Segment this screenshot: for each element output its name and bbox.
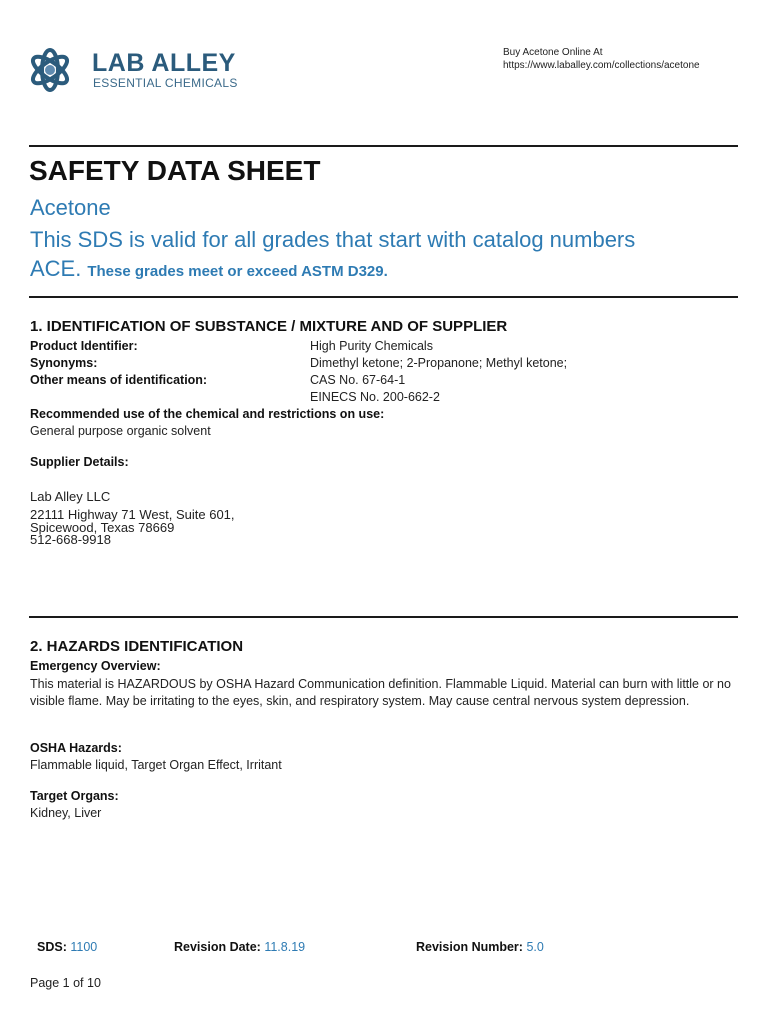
cas-number: CAS No. 67-64-1 bbox=[310, 373, 406, 387]
product-name: Acetone bbox=[30, 195, 111, 220]
sds-label: SDS: bbox=[37, 940, 67, 954]
supplier-phone: 512-668-9918 bbox=[30, 532, 111, 547]
synonyms-value: Dimethyl ketone; 2-Propanone; Methyl ketone; bbox=[310, 356, 568, 370]
emergency-overview-label: Emergency Overview: bbox=[30, 659, 161, 673]
buy-online-block bbox=[503, 46, 700, 72]
footer-revision-number bbox=[416, 940, 544, 954]
lab-alley-logo bbox=[28, 40, 258, 102]
supplier-address-line2: Spicewood, Texas 78669 bbox=[30, 520, 175, 535]
product-identifier-value: High Purity Chemicals bbox=[310, 339, 433, 353]
section1-heading: 1. IDENTIFICATION OF SUBSTANCE / MIXTURE AND OF SUPPLIER bbox=[30, 318, 508, 335]
divider bbox=[29, 145, 738, 147]
atom-icon bbox=[28, 40, 90, 102]
validity-statement bbox=[30, 225, 730, 286]
revision-number-label: Revision Number: bbox=[416, 940, 523, 954]
buy-online-link[interactable]: https://www.laballey.com/collections/acetone bbox=[503, 60, 700, 71]
brand-name: LAB ALLEY bbox=[92, 49, 236, 77]
brand-tagline: ESSENTIAL CHEMICALS bbox=[93, 76, 238, 90]
einecs-number: EINECS No. 200-662-2 bbox=[310, 390, 440, 404]
revision-date-value: 11.8.19 bbox=[264, 940, 306, 954]
other-means-label: Other means of identification: bbox=[30, 373, 208, 387]
divider bbox=[29, 616, 738, 618]
validity-note: These grades meet or exceed ASTM D329. bbox=[87, 263, 388, 280]
divider bbox=[29, 296, 738, 298]
recommended-use-value: General purpose organic solvent bbox=[30, 424, 211, 438]
osha-hazards-text: Flammable liquid, Target Organ Effect, Irritant bbox=[30, 758, 282, 772]
document-title: SAFETY DATA SHEET bbox=[29, 155, 321, 186]
supplier-details-label: Supplier Details: bbox=[30, 455, 129, 469]
revision-date-label: Revision Date: bbox=[174, 940, 261, 954]
product-identifier-label: Product Identifier: bbox=[30, 339, 138, 353]
footer-revision-date bbox=[174, 940, 305, 954]
synonyms-label: Synonyms: bbox=[30, 356, 98, 370]
recommended-use-label: Recommended use of the chemical and restrictions on use: bbox=[30, 407, 385, 421]
sds-value: 1100 bbox=[70, 940, 98, 954]
footer-sds bbox=[37, 940, 97, 954]
buy-online-label: Buy Acetone Online At bbox=[503, 47, 603, 58]
page-number: Page 1 of 10 bbox=[30, 976, 101, 990]
section2-heading: 2. HAZARDS IDENTIFICATION bbox=[30, 638, 244, 655]
validity-line1: This SDS is valid for all grades that start with catalog numbers bbox=[30, 227, 636, 252]
validity-prefix: ACE. bbox=[30, 256, 82, 281]
target-organs-label: Target Organs: bbox=[30, 789, 119, 803]
target-organs-text: Kidney, Liver bbox=[30, 806, 102, 820]
supplier-address-line1: 22111 Highway 71 West, Suite 601, bbox=[30, 507, 235, 522]
emergency-overview-text: This material is HAZARDOUS by OSHA Hazard Communication definition. Flammable Liquid. Material can burn with little or no visible flame. May be irritating to the eyes, skin, and respiratory system. May cause central nervous system depression. bbox=[30, 677, 731, 708]
osha-hazards-label: OSHA Hazards: bbox=[30, 741, 122, 755]
revision-number-value: 5.0 bbox=[526, 940, 544, 954]
validity-line2 bbox=[30, 254, 730, 286]
supplier-name: Lab Alley LLC bbox=[30, 489, 111, 504]
